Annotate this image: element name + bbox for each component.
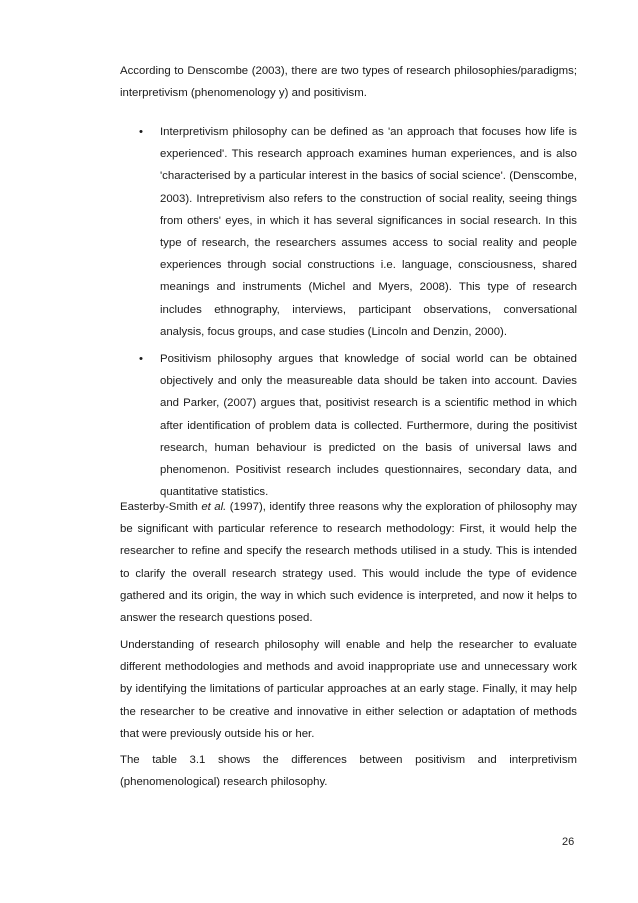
easterby-text: (1997), identify three reasons why the exploration of philosophy may be significant with particular reference to research methodology: First, it would help the researcher to refine and specify the research methods utilised in a study. This is intended to clarify the overall research strategy used. This would include the type of evidence gathered and its origin, the way in which such evidence is interpreted, and now it helps to answer the research questions posed. bbox=[120, 501, 577, 625]
list-item bbox=[120, 121, 577, 343]
bullet-text-positivism: Positivism philosophy argues that knowledge of social world can be obtained objectively and only the measureable data should be taken into account. Davies and Parker, (2007) argues that, positivist research is a scientific method in which after identification of problem data is collected. Furthermore, during the positivist research, human behaviour is predicted on the basis of universal laws and phenomenon. Positivist research includes questionnaires, secondary data, and quantitative statistics. bbox=[160, 353, 577, 499]
intro-paragraph: According to Denscombe (2003), there are two types of research philosophies/paradigms; interpretivism (phenomenology y) and positivism. bbox=[120, 65, 577, 100]
easterby-paragraph bbox=[120, 496, 577, 629]
citation-author: Easterby-Smith bbox=[120, 501, 198, 513]
bullet-marker: • bbox=[139, 353, 143, 366]
bullet-list bbox=[120, 121, 577, 508]
bullet-marker: • bbox=[139, 126, 143, 138]
bullet-text-interpretivism: Interpretivism philosophy can be defined as 'an approach that focuses how life is experienced'. This research approach examines human experiences, and is also 'characterised by a particular interest in the basics of social science'. (Denscombe, 2003). Intrepretivism also refers to the construction of social reality, seeing things from others' eyes, in which it has several significances in social research. In this type of research, the researchers assumes access to social reality and people experiences through social constructions i.e. language, consciousness, shared meanings and instruments (Michel and Myers, 2008). This type of research includes ethnography, interviews, participant observations, conversational analysis, focus groups, and case studies (Lincoln and Denzin, 2000). bbox=[160, 126, 577, 338]
citation-etal: et al. bbox=[201, 501, 227, 513]
understanding-paragraph: Understanding of research philosophy will enable and help the researcher to evaluate different methodologies and methods and avoid inappropriate use and unnecessary work by identifying the limitations of particular approaches at an early stage. Finally, it may help the researcher to be creative and innovative in either selection or adaptation of methods that were previously outside his or her. bbox=[120, 639, 577, 740]
list-item bbox=[120, 348, 577, 503]
table-reference-paragraph: The table 3.1 shows the differences between positivism and interpretivism (phenomenological) research philosophy. bbox=[120, 754, 577, 789]
page-number: 26 bbox=[562, 836, 575, 848]
